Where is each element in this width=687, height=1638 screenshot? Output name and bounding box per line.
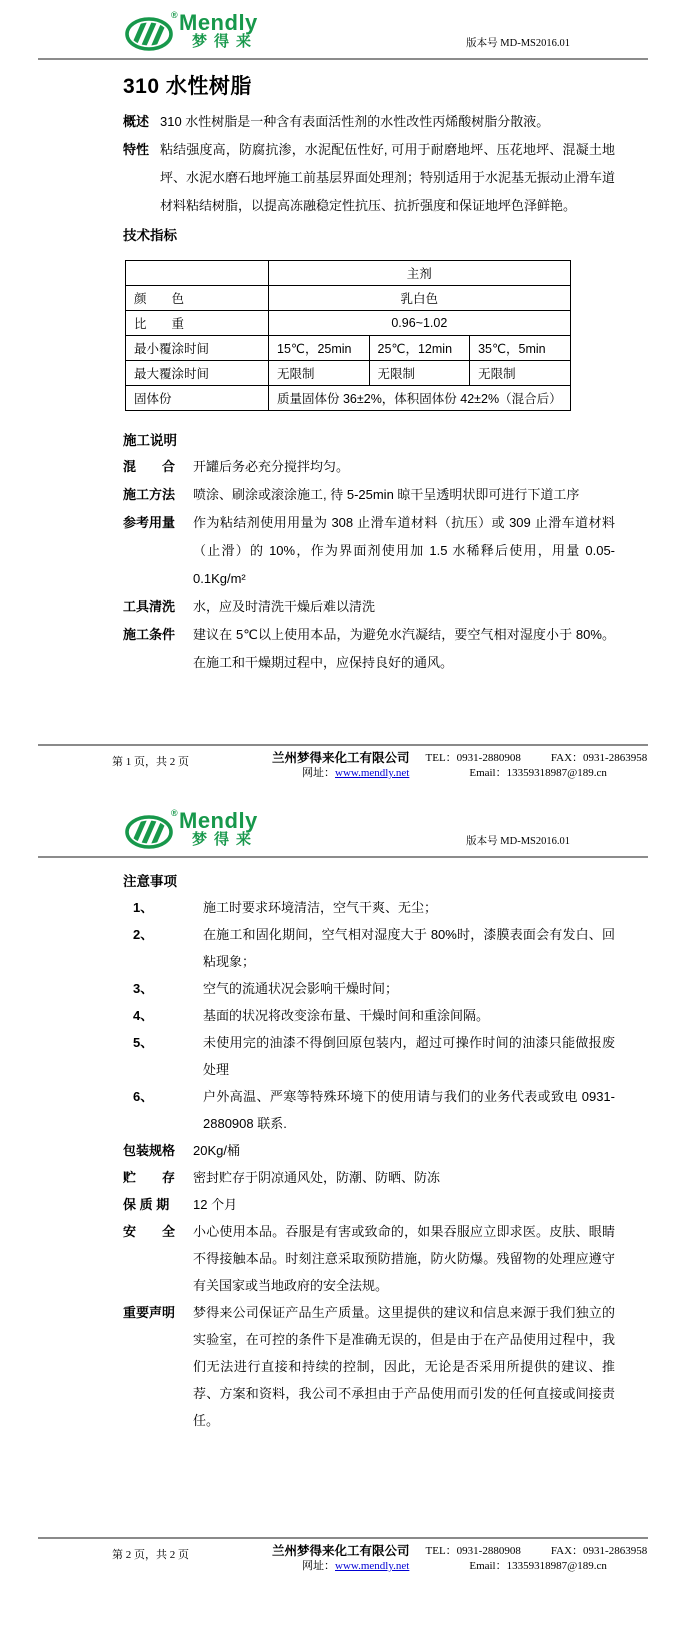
packaging-text: 20Kg/桶 <box>193 1143 240 1158</box>
mixing-label: 混 合 <box>123 459 176 474</box>
table-value-color: 乳白色 <box>269 286 571 311</box>
website-link[interactable]: www.mendly.net <box>335 767 410 779</box>
features-text: 粘结强度高，防腐抗渗，水泥配伍性好, 可用于耐磨地坪、压花地坪、混凝土地坪、水泥水磨石地坪施工前基层界面处理剂；特别适用于水泥基无振动止滑车道材料粘结树脂，以提高冻融稳定性抗压、抗折强度和保证地坪色泽鲜艳。 <box>160 142 616 213</box>
version-label: 版本号 MD-MS2016.01 <box>466 38 570 49</box>
overview-row <box>123 108 615 136</box>
page1-header <box>0 0 687 58</box>
table-value-max-1: 无限制 <box>269 361 370 386</box>
table-row <box>126 361 571 386</box>
application-conditions-row <box>123 621 615 677</box>
header-divider <box>38 856 648 858</box>
tool-cleaning-label: 工具清洗 <box>123 599 176 614</box>
notes-heading: 注意事项 <box>123 874 177 889</box>
company-email: Email：13359318987@189.cn <box>469 1560 607 1572</box>
note-text: 户外高温、严寒等特殊环境下的使用请与我们的业务代表或致电 0931-2880908 联系. <box>203 1089 615 1131</box>
company-fax: FAX：0931-2863958 <box>550 1545 648 1557</box>
mendly-logo <box>125 12 258 54</box>
brand-name-chinese: 梦得来 <box>192 33 259 50</box>
footer-row-2 <box>302 766 648 781</box>
mendly-logo <box>125 810 258 852</box>
note-number: 1、 <box>133 900 154 915</box>
company-name: 兰州梦得来化工有限公司 <box>272 751 410 765</box>
note-item <box>123 1029 615 1083</box>
version-label: 版本号 MD-MS2016.01 <box>466 836 570 847</box>
tool-cleaning-text: 水，应及时清洗干燥后难以清洗 <box>193 599 376 614</box>
shelf-life-row <box>123 1191 615 1218</box>
disclaimer-row <box>123 1299 615 1434</box>
safety-text: 小心使用本品。吞服是有害或致命的，如果吞服应立即求医。皮肤、眼睛不得接触本品。时刻注意采取预防措施，防火防爆。残留物的处理应遵守有关国家或当地政府的安全法规。 <box>193 1224 615 1293</box>
mixing-row <box>123 453 615 481</box>
application-conditions-label: 施工条件 <box>123 627 176 642</box>
table-label-density: 比 重 <box>126 311 269 336</box>
registered-trademark-icon: ® <box>171 10 178 20</box>
note-number: 2、 <box>133 927 154 942</box>
page-title: 310 水性树脂 <box>123 75 252 98</box>
table-label-min-recoat: 最小覆涂时间 <box>126 336 269 361</box>
footer-row-1 <box>272 751 648 766</box>
table-value-max-3: 无限制 <box>470 361 571 386</box>
company-tel: TEL：0931-2880908 <box>425 752 521 764</box>
packaging-label: 包装规格 <box>123 1143 176 1158</box>
brand-name-chinese: 梦得来 <box>192 831 259 848</box>
table-label-max-recoat: 最大覆涂时间 <box>126 361 269 386</box>
company-tel: TEL：0931-2880908 <box>425 1545 521 1557</box>
table-row <box>126 286 571 311</box>
table-cell-empty <box>126 261 269 286</box>
storage-row <box>123 1164 615 1191</box>
tech-spec-table <box>125 260 571 411</box>
note-number: 3、 <box>133 981 154 996</box>
footer-contact-block <box>272 1544 648 1574</box>
safety-row <box>123 1218 615 1299</box>
note-number: 4、 <box>133 1008 154 1023</box>
shelf-life-text: 12 个月 <box>193 1197 238 1212</box>
tool-cleaning-row <box>123 593 615 621</box>
construction-heading: 施工说明 <box>123 433 177 448</box>
note-number: 6、 <box>133 1089 154 1104</box>
features-row <box>123 136 615 220</box>
note-item <box>123 1083 615 1137</box>
header-divider <box>38 58 648 60</box>
footer-row-1 <box>272 1544 648 1559</box>
table-row <box>126 336 571 361</box>
company-email: Email：13359318987@189.cn <box>469 767 607 779</box>
mendly-logo-icon <box>125 12 175 54</box>
shelf-life-label: 保 质 期 <box>123 1197 170 1212</box>
disclaimer-label: 重要声明 <box>123 1305 176 1320</box>
note-item <box>123 975 615 1002</box>
overview-label: 概述 <box>123 114 150 129</box>
page2-header <box>0 790 687 856</box>
table-value-solids: 质量固体份 36±2%，体积固体份 42±2%（混合后） <box>269 386 571 411</box>
note-text: 基面的状况将改变涂布量、干燥时间和重涂间隔。 <box>203 1008 490 1023</box>
page-2 <box>0 790 687 1638</box>
page1-footer <box>38 744 648 781</box>
website-link[interactable]: www.mendly.net <box>335 1560 410 1572</box>
table-value-max-2: 无限制 <box>369 361 470 386</box>
features-label: 特性 <box>123 142 150 157</box>
note-text: 施工时要求环境清洁，空气干爽、无尘； <box>203 900 438 915</box>
table-value-min-35: 35℃，5min <box>470 336 571 361</box>
table-row <box>126 386 571 411</box>
reference-dosage-label: 参考用量 <box>123 515 176 530</box>
note-text: 在施工和固化期间，空气相对湿度大于 80%时，漆膜表面会有发白、回粘现象； <box>203 927 615 969</box>
application-conditions-text: 建议在 5℃以上使用本品，为避免水汽凝结，要空气相对湿度小于 80%。在施工和干燥期过程中，应保持良好的通风。 <box>193 627 615 670</box>
table-value-min-25: 25℃，12min <box>369 336 470 361</box>
safety-label: 安 全 <box>123 1224 176 1239</box>
overview-text: 310 水性树脂是一种含有表面活性剂的水性改性丙烯酸树脂分散液。 <box>160 114 550 129</box>
note-text: 未使用完的油漆不得倒回原包装内，超过可操作时间的油漆只能做报废处理 <box>203 1035 615 1077</box>
page-1 <box>0 0 687 790</box>
logo-text-block <box>179 810 258 849</box>
storage-label: 贮 存 <box>123 1170 176 1185</box>
brand-name: Mendly <box>179 808 258 833</box>
application-method-text: 喷涂、刷涂或滚涂施工, 待 5-25min 晾干呈透明状即可进行下道工序 <box>193 487 580 502</box>
note-item <box>123 921 615 975</box>
note-item <box>123 1002 615 1029</box>
page-number: 第 2 页，共 2 页 <box>112 1549 189 1561</box>
mixing-text: 开罐后务必充分搅拌均匀。 <box>193 459 350 474</box>
table-label-solids: 固体份 <box>126 386 269 411</box>
reference-dosage-row <box>123 509 615 593</box>
website-label: 网址： <box>302 1560 335 1572</box>
note-text: 空气的流通状况会影响干燥时间； <box>203 981 399 996</box>
application-method-label: 施工方法 <box>123 487 176 502</box>
note-number: 5、 <box>133 1035 154 1050</box>
reference-dosage-text: 作为粘结剂使用用量为 308 止滑车道材料（抗压）或 309 止滑车道材料（止滑）的 10%，作为界面剂使用加 1.5 水稀释后使用，用量 0.05-0.1Kg/m² <box>193 515 615 586</box>
table-row <box>126 261 571 286</box>
packaging-row <box>123 1137 615 1164</box>
company-fax: FAX：0931-2863958 <box>550 752 648 764</box>
tech-spec-heading: 技术指标 <box>123 228 177 243</box>
application-method-row <box>123 481 615 509</box>
table-value-min-15: 15℃，25min <box>269 336 370 361</box>
table-header-main-agent: 主剂 <box>269 261 571 286</box>
website-label: 网址： <box>302 767 335 779</box>
registered-trademark-icon: ® <box>171 808 178 818</box>
table-row <box>126 311 571 336</box>
page2-footer <box>38 1537 648 1574</box>
mendly-logo-icon <box>125 810 175 852</box>
table-label-color: 颜 色 <box>126 286 269 311</box>
footer-row-2 <box>302 1559 648 1574</box>
storage-text: 密封贮存于阴凉通风处，防潮、防晒、防冻 <box>193 1170 441 1185</box>
page-number: 第 1 页，共 2 页 <box>112 756 189 768</box>
brand-name: Mendly <box>179 10 258 35</box>
footer-contact-block <box>272 751 648 781</box>
company-name: 兰州梦得来化工有限公司 <box>272 1544 410 1558</box>
disclaimer-text: 梦得来公司保证产品生产质量。这里提供的建议和信息来源于我们独立的实验室，在可控的条件下是准确无误的，但是由于在产品使用过程中，我们无法进行直接和持续的控制，因此，无论是否采用所提供的建议、推荐、方案和资料，我公司不承担由于产品使用而引发的任何直接或间接责任。 <box>193 1305 615 1428</box>
note-item <box>123 894 615 921</box>
table-value-density: 0.96~1.02 <box>269 311 571 336</box>
logo-text-block <box>179 12 258 51</box>
